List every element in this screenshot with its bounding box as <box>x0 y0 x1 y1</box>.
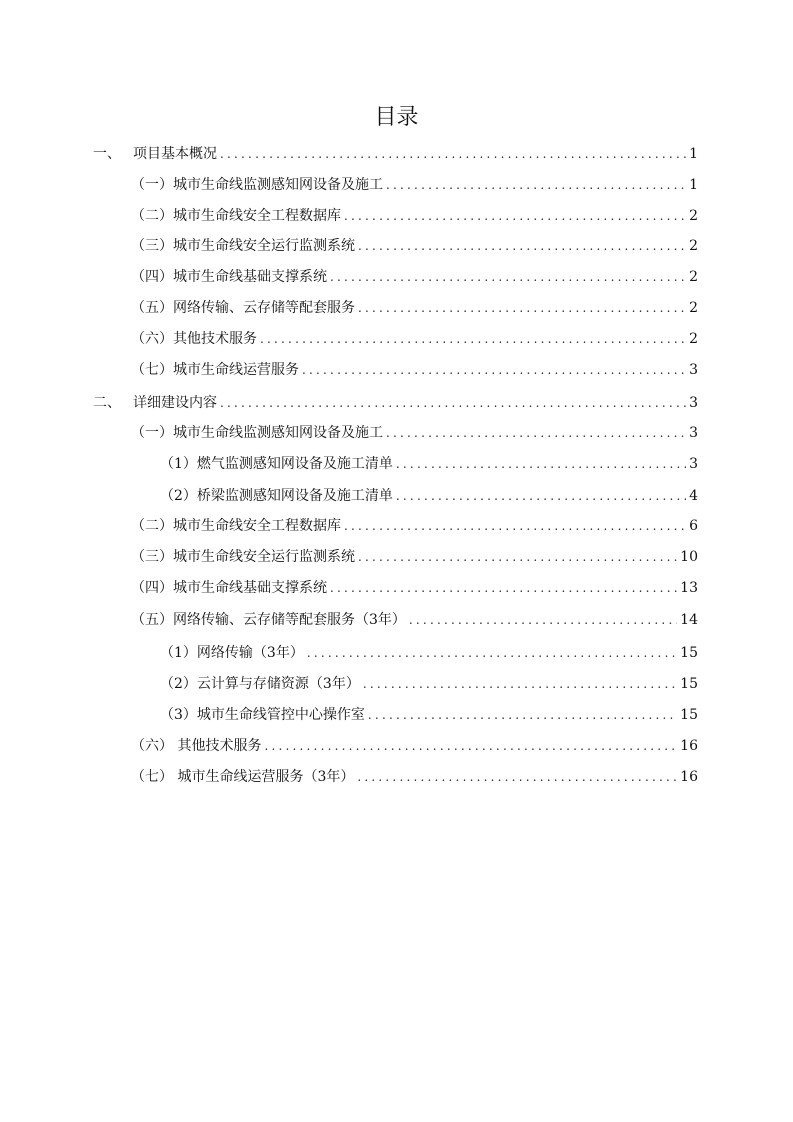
toc-entry[interactable] <box>131 174 698 196</box>
dot-leader <box>307 642 677 664</box>
toc-entry-number: 二、 <box>93 395 121 411</box>
toc-entry-page: 3 <box>689 456 698 472</box>
dot-leader <box>396 485 686 507</box>
toc-entry[interactable] <box>160 673 698 695</box>
toc-title: 目录 <box>374 105 419 130</box>
toc-entry-number: 一、 <box>93 146 121 162</box>
dot-leader <box>396 453 686 475</box>
toc-entry-page: 10 <box>680 549 698 565</box>
toc-entry-page: 3 <box>689 395 698 411</box>
toc-entry[interactable] <box>131 766 698 788</box>
toc-entry-label: （六）其他技术服务 <box>131 331 257 347</box>
toc-entry-page: 2 <box>689 300 698 316</box>
toc-entry-label: （1）燃气监测感知网设备及施工清单 <box>160 456 393 472</box>
toc-entry[interactable] <box>160 642 698 664</box>
toc-entry[interactable] <box>93 392 698 414</box>
toc-entry-label: （2）云计算与存储资源（3年） <box>160 676 360 692</box>
toc-entry-label: （二）城市生命线安全工程数据库 <box>131 518 341 534</box>
toc-entry-page: 2 <box>689 269 698 285</box>
toc-entry-page: 14 <box>680 612 698 628</box>
toc-entry-page: 15 <box>680 676 698 692</box>
dot-leader <box>409 609 677 631</box>
toc-entry-page: 15 <box>680 645 698 661</box>
toc-entry-page: 13 <box>680 580 698 596</box>
dot-leader <box>368 704 677 726</box>
toc-entry-label: （四）城市生命线基础支撑系统 <box>131 580 327 596</box>
toc-entry[interactable] <box>160 485 698 507</box>
toc-entry-page: 2 <box>689 238 698 254</box>
toc-entry[interactable] <box>131 359 698 381</box>
toc-entry-label: （一）城市生命线监测感知网设备及施工 <box>131 425 383 441</box>
toc-entry[interactable] <box>131 515 698 537</box>
dot-leader <box>220 392 686 414</box>
dot-leader <box>357 766 677 788</box>
toc-entry-page: 2 <box>689 331 698 347</box>
toc-entry[interactable] <box>131 577 698 599</box>
dot-leader <box>260 328 686 350</box>
toc-entry[interactable] <box>131 735 698 757</box>
toc-entry-page: 16 <box>680 738 698 754</box>
toc-entry-label: （3）城市生命线管控中心操作室 <box>160 707 365 723</box>
toc-entry-label: （1）网络传输（3年） <box>160 645 304 661</box>
toc-entry[interactable] <box>131 266 698 288</box>
toc-entry-label: （一）城市生命线监测感知网设备及施工 <box>131 177 383 193</box>
toc-entry[interactable] <box>131 609 698 631</box>
toc-entry[interactable] <box>131 297 698 319</box>
dot-leader <box>330 266 686 288</box>
toc-entry-page: 6 <box>689 518 698 534</box>
dot-leader <box>358 546 677 568</box>
dot-leader <box>344 205 686 227</box>
dot-leader <box>302 359 686 381</box>
toc-entry-label: （四）城市生命线基础支撑系统 <box>131 269 327 285</box>
toc-entry-label: （2）桥梁监测感知网设备及施工清单 <box>160 488 393 504</box>
toc-entry-page: 4 <box>689 488 698 504</box>
toc-entry-page: 16 <box>680 769 698 785</box>
toc-entry[interactable] <box>131 235 698 257</box>
toc-entry-label: 项目基本概况 <box>133 146 217 162</box>
toc-entry-page: 15 <box>680 707 698 723</box>
toc-entry[interactable] <box>93 143 698 165</box>
toc-entry-page: 1 <box>689 146 698 162</box>
toc-entry-label: （七） 城市生命线运营服务（3年） <box>131 769 355 785</box>
toc-entry[interactable] <box>160 704 698 726</box>
toc-entry[interactable] <box>160 453 698 475</box>
toc-entry-label: （五）网络传输、云存储等配套服务 <box>131 300 355 316</box>
toc-entry-page: 3 <box>689 425 698 441</box>
toc-entry[interactable] <box>131 422 698 444</box>
dot-leader <box>358 235 686 257</box>
dot-leader <box>220 143 686 165</box>
toc-entry-label: （三）城市生命线安全运行监测系统 <box>131 549 355 565</box>
dot-leader <box>330 577 677 599</box>
toc-entry-label: （二）城市生命线安全工程数据库 <box>131 208 341 224</box>
toc-entry-label: （五）网络传输、云存储等配套服务（3年） <box>131 612 406 628</box>
toc-entry-page: 1 <box>689 177 698 193</box>
toc-entry-label: 详细建设内容 <box>133 395 217 411</box>
toc-entry-label: （七）城市生命线运营服务 <box>131 362 299 378</box>
dot-leader <box>386 174 686 196</box>
toc-entry[interactable] <box>131 546 698 568</box>
toc-entry[interactable] <box>131 328 698 350</box>
dot-leader <box>386 422 686 444</box>
toc-entry-page: 2 <box>689 208 698 224</box>
toc-entry-page: 3 <box>689 362 698 378</box>
dot-leader <box>358 297 686 319</box>
toc-entry-label: （六） 其他技术服务 <box>131 738 262 754</box>
toc-entry-label: （三）城市生命线安全运行监测系统 <box>131 238 355 254</box>
toc-entry[interactable] <box>131 205 698 227</box>
dot-leader <box>363 673 677 695</box>
dot-leader <box>344 515 686 537</box>
dot-leader <box>264 735 677 757</box>
